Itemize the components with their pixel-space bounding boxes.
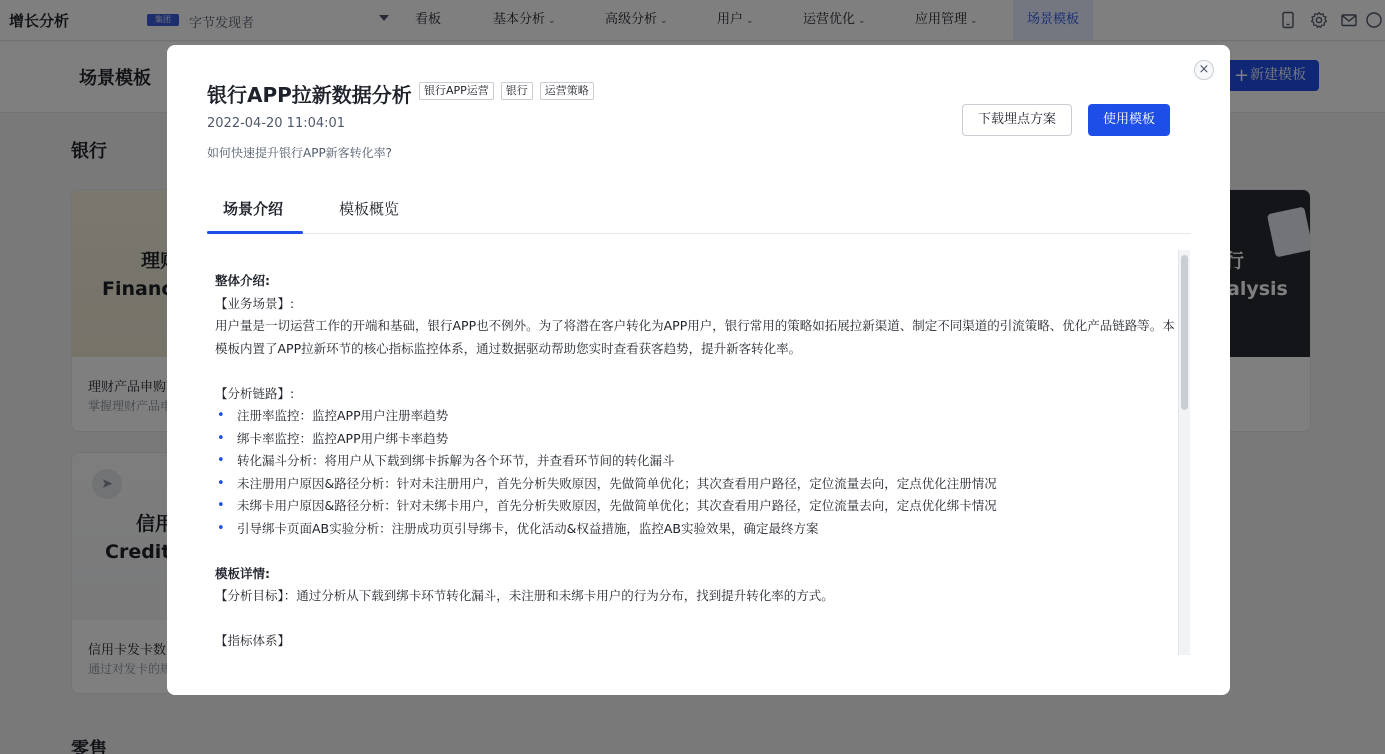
detail-heading: 模板详情:: [215, 565, 270, 581]
chain-list: [215, 405, 1175, 540]
spacer: [215, 608, 1175, 631]
modal-date: 2022-04-20 11:04:01: [207, 116, 346, 131]
tab-active-indicator: [207, 231, 303, 234]
template-detail-modal: [167, 45, 1230, 695]
scene-intro-content[interactable]: [207, 250, 1191, 655]
list-item: • 引导绑卡页面AB实验分析：注册成功页引导绑卡，优化活动&权益措施，监控AB实验效果，确定最终方案: [215, 518, 1175, 541]
modal-subtitle: 如何快速提升银行APP新客转化率?: [207, 146, 393, 160]
scrollbar-thumb[interactable]: [1181, 255, 1188, 410]
tab-template-overview[interactable]: [339, 198, 399, 234]
list-item: • 未注册用户原因&路径分析：针对未注册用户，首先分析失败原因，先做简单优化；其次查看用户路径，定位流量去向，定点优化注册情况: [215, 473, 1175, 496]
tag-list: [419, 82, 594, 100]
modal-tabs: [207, 188, 1191, 234]
overall-heading: 整体介绍:: [215, 273, 270, 288]
modal-title: 银行APP拉新数据分析: [207, 83, 412, 107]
spacer: [215, 360, 1175, 383]
metrics-heading: 【指标体系】: [215, 633, 291, 648]
tab-label: 场景介绍: [223, 200, 284, 218]
use-template-button[interactable]: 使用模板: [1088, 104, 1170, 136]
chain-heading: 【分析链路】:: [215, 385, 295, 401]
close-icon[interactable]: ×: [1194, 60, 1214, 80]
tab-label: 模板概览: [339, 200, 400, 218]
list-item: • 未绑卡用户原因&路径分析：针对未绑卡用户，首先分析失败原因，先做简单优化；其次查看用户路径，定位流量去向，定点优化绑卡情况: [215, 495, 1175, 518]
list-item: • 绑卡率监控：监控APP用户绑卡率趋势: [215, 428, 1175, 451]
tag: 银行APP运营: [419, 82, 494, 100]
goal-text: 【分析目标】：通过分析从下载到绑卡环节转化漏斗，未注册和未绑卡用户的行为分布，找到提升转化率的方式。: [215, 588, 834, 603]
tag: 运营策略: [540, 82, 594, 100]
list-item: • 转化漏斗分析：将用户从下载到绑卡拆解为各个环节，并查看环节间的转化漏斗: [215, 450, 1175, 473]
tag: 银行: [501, 82, 533, 100]
business-text: 用户量是一切运营工作的开端和基础，银行APP也不例外。为了将潜在客户转化为APP用户，银行常用的策略如拓展拉新渠道、制定不同渠道的引流策略、优化产品链路等。本模板内置了APP拉新环节的核心指标监控体系，通过数据驱动帮助您实时查看获客趋势，提升新客转化率。: [215, 318, 1175, 356]
content-scrollbar[interactable]: [1178, 250, 1190, 655]
spacer: [215, 540, 1175, 563]
business-heading: 【业务场景】:: [215, 295, 295, 311]
download-tracking-plan-button[interactable]: 下载埋点方案: [962, 104, 1072, 136]
tab-scene-intro[interactable]: [223, 198, 283, 234]
content-body: [215, 270, 1175, 653]
list-item: • 注册率监控：监控APP用户注册率趋势: [215, 405, 1175, 428]
